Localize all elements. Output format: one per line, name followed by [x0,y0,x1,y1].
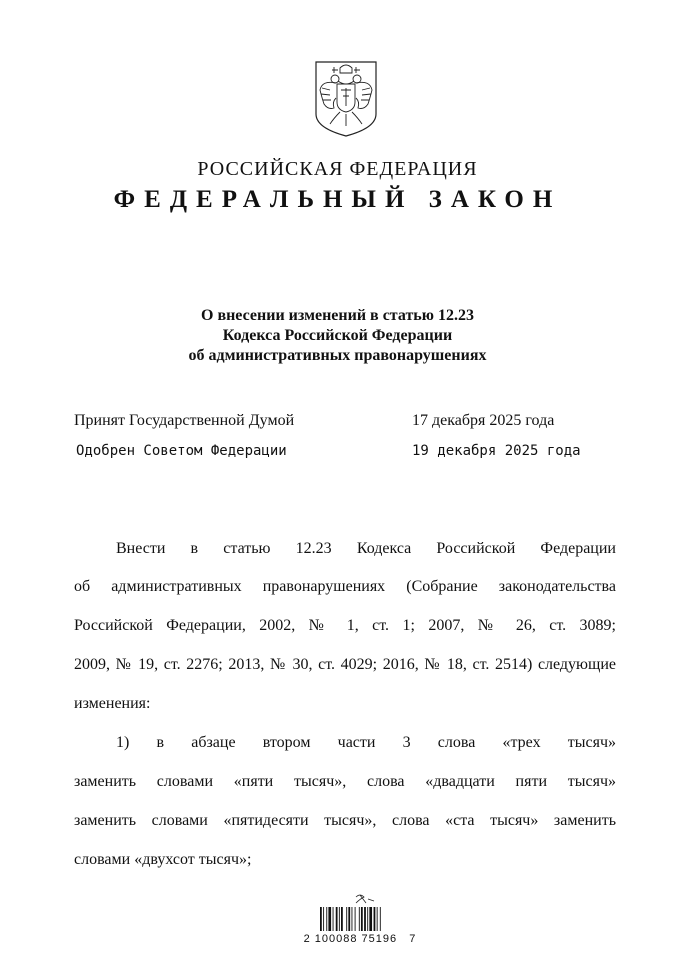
amendment-item-line: 1) в абзаце втором части 3 слова «трех тысяч» [116,734,616,751]
adoption-date: 17 декабря 2025 года [412,412,555,429]
amendment-item-line: словами «двухсот тысяч»; [74,851,252,868]
body-text-line: Российской Федерации, 2002, № 1, ст. 1; 2007, № 26, ст. 3089; [74,617,616,634]
body-text-line: об административных правонарушениях (Собрание законодательства [74,578,616,595]
law-title-line: Кодекса Российской Федерации [222,327,453,344]
law-title [0,306,675,366]
country-name: РОССИЙСКАЯ ФЕДЕРАЦИЯ [197,158,478,180]
law-title-line: об административных правонарушениях [188,347,487,364]
approval-body-label: Одобрен Советом Федерации [76,443,287,459]
document-type-heading: ФЕДЕРАЛЬНЫЙ ЗАКОН [113,186,562,213]
body-text-line: изменения: [74,695,151,712]
approval-date: 19 декабря 2025 года [412,443,581,459]
body-text-line: Внести в статью 12.23 Кодекса Российской Федерации [116,540,616,557]
double-headed-eagle-coat-of-arms-icon [310,58,382,138]
amendment-item-line: заменить словами «пятидесяти тысяч», слова «ста тысяч» заменить [74,812,616,829]
adoption-body-label: Принят Государственной Думой [74,412,295,429]
barcode-number: 2 100088 75196 7 [303,933,417,945]
body-text-line: 2009, № 19, ст. 2276; 2013, № 30, ст. 4029; 2016, № 18, ст. 2514) следующие [74,656,616,673]
law-title-line: О внесении изменений в статью 12.23 [201,307,474,324]
amendment-item-line: заменить словами «пяти тысяч», слова «двадцати пяти тысяч» [74,773,616,790]
